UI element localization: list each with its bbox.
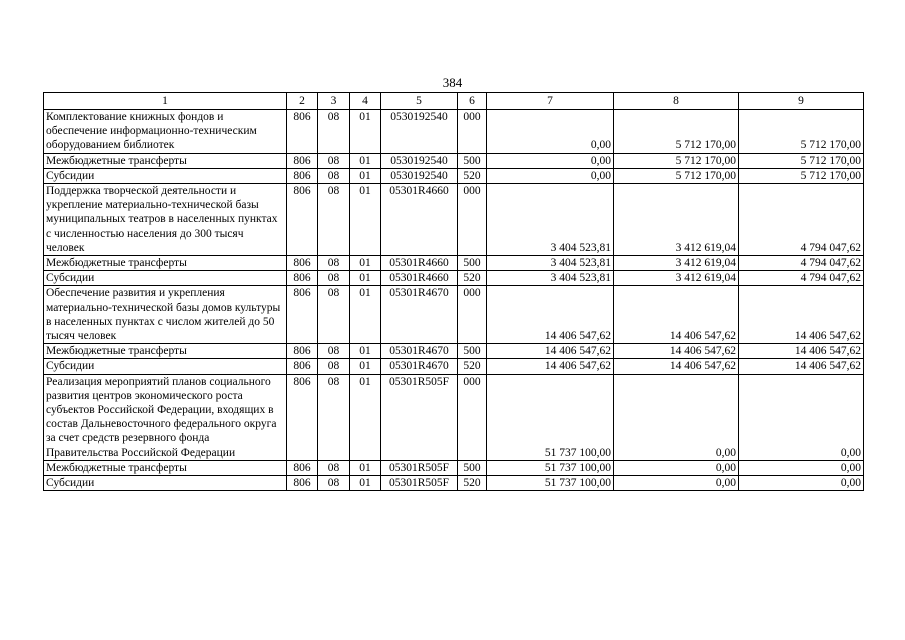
cell-amount-7: [487, 374, 614, 460]
cell-ministry-code: 806: [287, 286, 318, 344]
cell-target-article: 0530192540: [381, 168, 458, 183]
column-header: 6: [458, 93, 487, 110]
cell-amount-9: [739, 476, 864, 491]
amount-value: 14 406 547,62: [669, 360, 736, 373]
cell-amount-8: [614, 271, 739, 286]
cell-expense-type: 520: [458, 168, 487, 183]
table-row: [44, 153, 864, 168]
cell-amount-9: [739, 460, 864, 475]
cell-amount-9: [739, 374, 864, 460]
cell-subsection-code: 01: [350, 476, 381, 491]
cell-subsection-code: 01: [350, 256, 381, 271]
cell-amount-8: [614, 344, 739, 359]
cell-target-article: 0530192540: [381, 110, 458, 154]
cell-expense-type: 000: [458, 374, 487, 460]
cell-amount-8: [614, 256, 739, 271]
cell-ministry-code: 806: [287, 256, 318, 271]
cell-amount-9: [739, 110, 864, 154]
cell-description: Межбюджетные трансферты: [44, 344, 287, 359]
cell-target-article: 05301R505F: [381, 476, 458, 491]
amount-value: 5 712 170,00: [675, 169, 736, 182]
cell-description: Субсидии: [44, 168, 287, 183]
cell-section-code: 08: [318, 359, 350, 374]
cell-subsection-code: 01: [350, 286, 381, 344]
cell-amount-8: [614, 110, 739, 154]
cell-subsection-code: 01: [350, 184, 381, 256]
cell-amount-7: [487, 359, 614, 374]
amount-value: 14 406 547,62: [544, 345, 611, 358]
cell-expense-type: 000: [458, 286, 487, 344]
cell-description: Обеспечение развития и укрепления материально-технической базы домов культуры в населенных пунктах с числом жителей до 50 тысяч человек: [44, 286, 287, 344]
cell-subsection-code: 01: [350, 153, 381, 168]
cell-subsection-code: 01: [350, 344, 381, 359]
cell-ministry-code: 806: [287, 110, 318, 154]
table-row: [44, 184, 864, 256]
table-row: [44, 359, 864, 374]
cell-amount-8: [614, 374, 739, 460]
cell-amount-8: [614, 476, 739, 491]
cell-description: Межбюджетные трансферты: [44, 460, 287, 475]
cell-section-code: 08: [318, 184, 350, 256]
cell-amount-7: [487, 256, 614, 271]
cell-expense-type: 000: [458, 184, 487, 256]
cell-ministry-code: 806: [287, 344, 318, 359]
amount-value: 0,00: [715, 446, 736, 459]
amount-value: 3 404 523,81: [550, 272, 611, 285]
cell-amount-8: [614, 460, 739, 475]
cell-ministry-code: 806: [287, 460, 318, 475]
column-header: 4: [350, 93, 381, 110]
cell-target-article: 05301R4670: [381, 286, 458, 344]
amount-value: 14 406 547,62: [669, 345, 736, 358]
cell-subsection-code: 01: [350, 110, 381, 154]
amount-value: 51 737 100,00: [544, 477, 611, 490]
cell-subsection-code: 01: [350, 359, 381, 374]
cell-amount-7: [487, 344, 614, 359]
cell-section-code: 08: [318, 271, 350, 286]
cell-description: Субсидии: [44, 359, 287, 374]
amount-value: 3 412 619,04: [675, 241, 736, 254]
amount-value: 4 794 047,62: [800, 257, 861, 270]
amount-value: 0,00: [840, 446, 861, 459]
cell-expense-type: 520: [458, 359, 487, 374]
table-row: [44, 374, 864, 460]
amount-value: 51 737 100,00: [544, 461, 611, 474]
table-row: [44, 460, 864, 475]
amount-value: 3 412 619,04: [675, 272, 736, 285]
cell-target-article: 05301R4670: [381, 344, 458, 359]
cell-target-article: 05301R4660: [381, 184, 458, 256]
column-header: 9: [739, 93, 864, 110]
cell-description: Субсидии: [44, 271, 287, 286]
cell-expense-type: 520: [458, 271, 487, 286]
cell-amount-7: [487, 476, 614, 491]
cell-amount-9: [739, 271, 864, 286]
amount-value: 5 712 170,00: [800, 169, 861, 182]
cell-target-article: 0530192540: [381, 153, 458, 168]
column-header: 3: [318, 93, 350, 110]
cell-target-article: 05301R4670: [381, 359, 458, 374]
cell-ministry-code: 806: [287, 359, 318, 374]
cell-amount-7: [487, 184, 614, 256]
amount-value: 0,00: [590, 139, 611, 152]
table-row: [44, 256, 864, 271]
cell-amount-9: [739, 359, 864, 374]
amount-value: 0,00: [840, 461, 861, 474]
cell-amount-9: [739, 256, 864, 271]
cell-section-code: 08: [318, 256, 350, 271]
table-row: [44, 168, 864, 183]
amount-value: 51 737 100,00: [544, 446, 611, 459]
column-header: 1: [44, 93, 287, 110]
table-row: [44, 110, 864, 154]
cell-subsection-code: 01: [350, 374, 381, 460]
cell-amount-7: [487, 286, 614, 344]
amount-value: 0,00: [840, 477, 861, 490]
cell-amount-9: [739, 168, 864, 183]
cell-ministry-code: 806: [287, 184, 318, 256]
cell-subsection-code: 01: [350, 271, 381, 286]
cell-expense-type: 000: [458, 110, 487, 154]
column-header: 8: [614, 93, 739, 110]
cell-target-article: 05301R505F: [381, 374, 458, 460]
column-header: 7: [487, 93, 614, 110]
amount-value: 5 712 170,00: [675, 154, 736, 167]
cell-section-code: 08: [318, 286, 350, 344]
table-row: [44, 344, 864, 359]
cell-target-article: 05301R505F: [381, 460, 458, 475]
cell-amount-8: [614, 286, 739, 344]
cell-ministry-code: 806: [287, 168, 318, 183]
cell-section-code: 08: [318, 460, 350, 475]
amount-value: 4 794 047,62: [800, 272, 861, 285]
cell-ministry-code: 806: [287, 476, 318, 491]
cell-amount-7: [487, 153, 614, 168]
cell-expense-type: 500: [458, 344, 487, 359]
cell-ministry-code: 806: [287, 271, 318, 286]
amount-value: 3 404 523,81: [550, 257, 611, 270]
amount-value: 0,00: [715, 461, 736, 474]
cell-description: Межбюджетные трансферты: [44, 256, 287, 271]
amount-value: 14 406 547,62: [794, 345, 861, 358]
amount-value: 5 712 170,00: [675, 139, 736, 152]
cell-ministry-code: 806: [287, 374, 318, 460]
amount-value: 14 406 547,62: [544, 330, 611, 343]
cell-amount-9: [739, 153, 864, 168]
cell-description: Реализация мероприятий планов социального развития центров экономического роста субъектов Российской Федерации, входящих в состав Дальневосточного федерального округа за счет средств резервного фонда Правительства Российской Федерации: [44, 374, 287, 460]
page-number: 384: [442, 75, 463, 90]
cell-section-code: 08: [318, 110, 350, 154]
cell-amount-8: [614, 168, 739, 183]
cell-subsection-code: 01: [350, 168, 381, 183]
cell-amount-7: [487, 168, 614, 183]
cell-amount-9: [739, 184, 864, 256]
cell-amount-7: [487, 110, 614, 154]
amount-value: 5 712 170,00: [800, 139, 861, 152]
amount-value: 3 412 619,04: [675, 257, 736, 270]
cell-amount-9: [739, 344, 864, 359]
cell-section-code: 08: [318, 344, 350, 359]
budget-table: [43, 92, 864, 491]
cell-expense-type: 500: [458, 256, 487, 271]
table-row: [44, 286, 864, 344]
cell-amount-8: [614, 359, 739, 374]
amount-value: 4 794 047,62: [800, 241, 861, 254]
table-row: [44, 271, 864, 286]
amount-value: 14 406 547,62: [794, 360, 861, 373]
cell-amount-9: [739, 286, 864, 344]
cell-subsection-code: 01: [350, 460, 381, 475]
amount-value: 5 712 170,00: [800, 154, 861, 167]
cell-description: Субсидии: [44, 476, 287, 491]
amount-value: 14 406 547,62: [544, 360, 611, 373]
column-header: 5: [381, 93, 458, 110]
cell-target-article: 05301R4660: [381, 256, 458, 271]
table-header-row: [44, 93, 864, 110]
cell-section-code: 08: [318, 374, 350, 460]
amount-value: 0,00: [715, 477, 736, 490]
cell-amount-8: [614, 184, 739, 256]
cell-description: Межбюджетные трансферты: [44, 153, 287, 168]
cell-section-code: 08: [318, 476, 350, 491]
cell-section-code: 08: [318, 153, 350, 168]
amount-value: 14 406 547,62: [669, 330, 736, 343]
cell-expense-type: 500: [458, 460, 487, 475]
cell-ministry-code: 806: [287, 153, 318, 168]
cell-amount-7: [487, 460, 614, 475]
amount-value: 3 404 523,81: [550, 241, 611, 254]
cell-description: Комплектование книжных фондов и обеспечение информационно-техническим оборудованием библиотек: [44, 110, 287, 154]
cell-expense-type: 500: [458, 153, 487, 168]
cell-amount-8: [614, 153, 739, 168]
amount-value: 0,00: [590, 169, 611, 182]
amount-value: 0,00: [590, 154, 611, 167]
cell-description: Поддержка творческой деятельности и укрепление материально-технической базы муниципальных театров в населенных пунктах с численностью населения до 300 тысяч человек: [44, 184, 287, 256]
cell-target-article: 05301R4660: [381, 271, 458, 286]
cell-amount-7: [487, 271, 614, 286]
table-row: [44, 476, 864, 491]
column-header: 2: [287, 93, 318, 110]
cell-section-code: 08: [318, 168, 350, 183]
amount-value: 14 406 547,62: [794, 330, 861, 343]
cell-expense-type: 520: [458, 476, 487, 491]
